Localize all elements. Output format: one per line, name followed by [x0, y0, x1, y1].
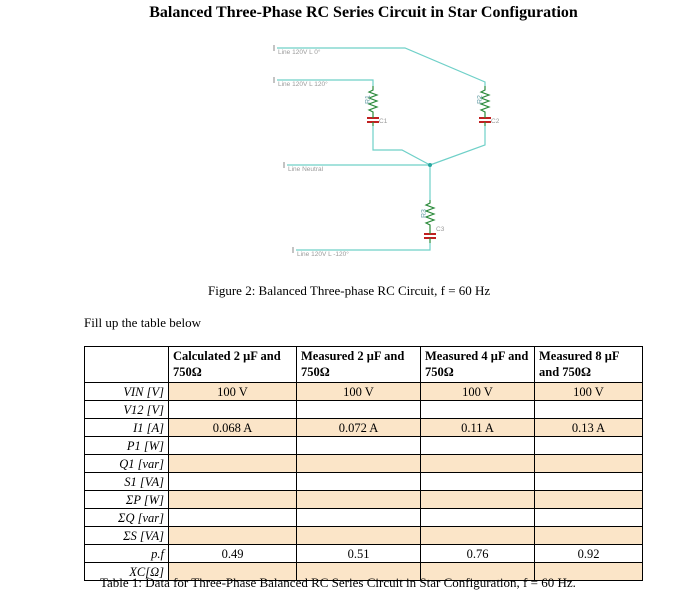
- table-cell[interactable]: [169, 473, 297, 491]
- header-blank: [85, 347, 169, 383]
- table-cell[interactable]: 100 V: [297, 383, 421, 401]
- header-measured-2uf: Measured 2 μF and 750Ω: [297, 347, 421, 383]
- table-cell[interactable]: [297, 527, 421, 545]
- document-title: Balanced Three-Phase RC Series Circuit in Star Configuration: [149, 4, 578, 21]
- row-label: V12 [V]: [85, 401, 169, 419]
- table-cell[interactable]: 0.068 A: [169, 419, 297, 437]
- table-cell[interactable]: 100 V: [421, 383, 535, 401]
- table-cell[interactable]: 100 V: [535, 383, 643, 401]
- table-cell[interactable]: [297, 401, 421, 419]
- row-label: P1 [W]: [85, 437, 169, 455]
- table-cell[interactable]: [535, 455, 643, 473]
- table-row: [85, 545, 643, 563]
- fill-instruction: Fill up the table below: [84, 315, 201, 330]
- table-cell[interactable]: 0.072 A: [297, 419, 421, 437]
- row-label: ΣS [VA]: [85, 527, 169, 545]
- r2-label: R2: [477, 95, 484, 104]
- line3-label: Line 120V L -120°: [297, 251, 349, 258]
- table-cell[interactable]: [169, 437, 297, 455]
- table-cell[interactable]: [421, 401, 535, 419]
- header-calculated-2uf: Calculated 2 μF and 750Ω: [169, 347, 297, 383]
- table-cell[interactable]: 0.76: [421, 545, 535, 563]
- table-cell[interactable]: 0.11 A: [421, 419, 535, 437]
- table-cell[interactable]: 0.49: [169, 545, 297, 563]
- table-cell[interactable]: [421, 437, 535, 455]
- neutral-node: [428, 163, 432, 167]
- table-header-row: [85, 347, 643, 383]
- table-cell[interactable]: [421, 455, 535, 473]
- row-label: VIN [V]: [85, 383, 169, 401]
- neutral-label: Line Neutral: [288, 166, 324, 173]
- row-label: I1 [A]: [85, 419, 169, 437]
- table-cell[interactable]: 0.51: [297, 545, 421, 563]
- table-cell[interactable]: [297, 491, 421, 509]
- table-row: [85, 455, 643, 473]
- table-cell[interactable]: 0.13 A: [535, 419, 643, 437]
- table-cell[interactable]: [421, 527, 535, 545]
- c3-label: C3: [436, 226, 445, 233]
- table-row: [85, 491, 643, 509]
- table-cell[interactable]: [297, 437, 421, 455]
- row-label: ΣQ [var]: [85, 509, 169, 527]
- table-row: [85, 383, 643, 401]
- header-measured-4uf: Measured 4 μF and 750Ω: [421, 347, 535, 383]
- figure-caption: Figure 2: Balanced Three-phase RC Circuit, f = 60 Hz: [208, 283, 491, 298]
- line1-label: Line 120V L 0°: [278, 49, 321, 56]
- row-label: ΣP [W]: [85, 491, 169, 509]
- table-cell[interactable]: 100 V: [169, 383, 297, 401]
- table-row: [85, 401, 643, 419]
- row-label: Q1 [var]: [85, 455, 169, 473]
- table-caption: Table 1: Data for Three-Phase Balanced RC Series Circuit in Star Configuration, f = 60 Hz.: [100, 575, 576, 590]
- table-cell[interactable]: [297, 509, 421, 527]
- r1-label: R1: [365, 95, 372, 104]
- table-cell[interactable]: [535, 509, 643, 527]
- table-cell[interactable]: [421, 509, 535, 527]
- table-row: [85, 437, 643, 455]
- table-cell[interactable]: [535, 527, 643, 545]
- row-label: p.f: [85, 545, 169, 563]
- table-row: [85, 527, 643, 545]
- table-cell[interactable]: [535, 473, 643, 491]
- table-cell[interactable]: [535, 491, 643, 509]
- r3-label: R3: [421, 209, 428, 218]
- table-cell[interactable]: [421, 473, 535, 491]
- table-cell[interactable]: [169, 527, 297, 545]
- table-cell[interactable]: [535, 401, 643, 419]
- row-label: XC[Ω]: [85, 563, 169, 581]
- line2-label: Line 120V L 120°: [278, 81, 328, 88]
- table-cell[interactable]: [169, 509, 297, 527]
- row-label: S1 [VA]: [85, 473, 169, 491]
- capacitors: [367, 118, 491, 238]
- table-cell[interactable]: [421, 491, 535, 509]
- table-row: [85, 509, 643, 527]
- c2-label: C2: [491, 118, 500, 125]
- circuit-diagram: [0, 0, 700, 280]
- circuit-wires: [277, 48, 485, 250]
- table-row: [85, 419, 643, 437]
- table-cell[interactable]: [297, 473, 421, 491]
- table-body: [85, 383, 643, 581]
- data-table: [84, 346, 643, 581]
- table-cell[interactable]: 0.92: [535, 545, 643, 563]
- table-cell[interactable]: [169, 491, 297, 509]
- table-cell[interactable]: [297, 455, 421, 473]
- header-measured-8uf: Measured 8 μF and 750Ω: [535, 347, 643, 383]
- table-cell[interactable]: [169, 401, 297, 419]
- table-cell[interactable]: [169, 455, 297, 473]
- c1-label: C1: [379, 118, 388, 125]
- table-row: [85, 473, 643, 491]
- table-cell[interactable]: [535, 437, 643, 455]
